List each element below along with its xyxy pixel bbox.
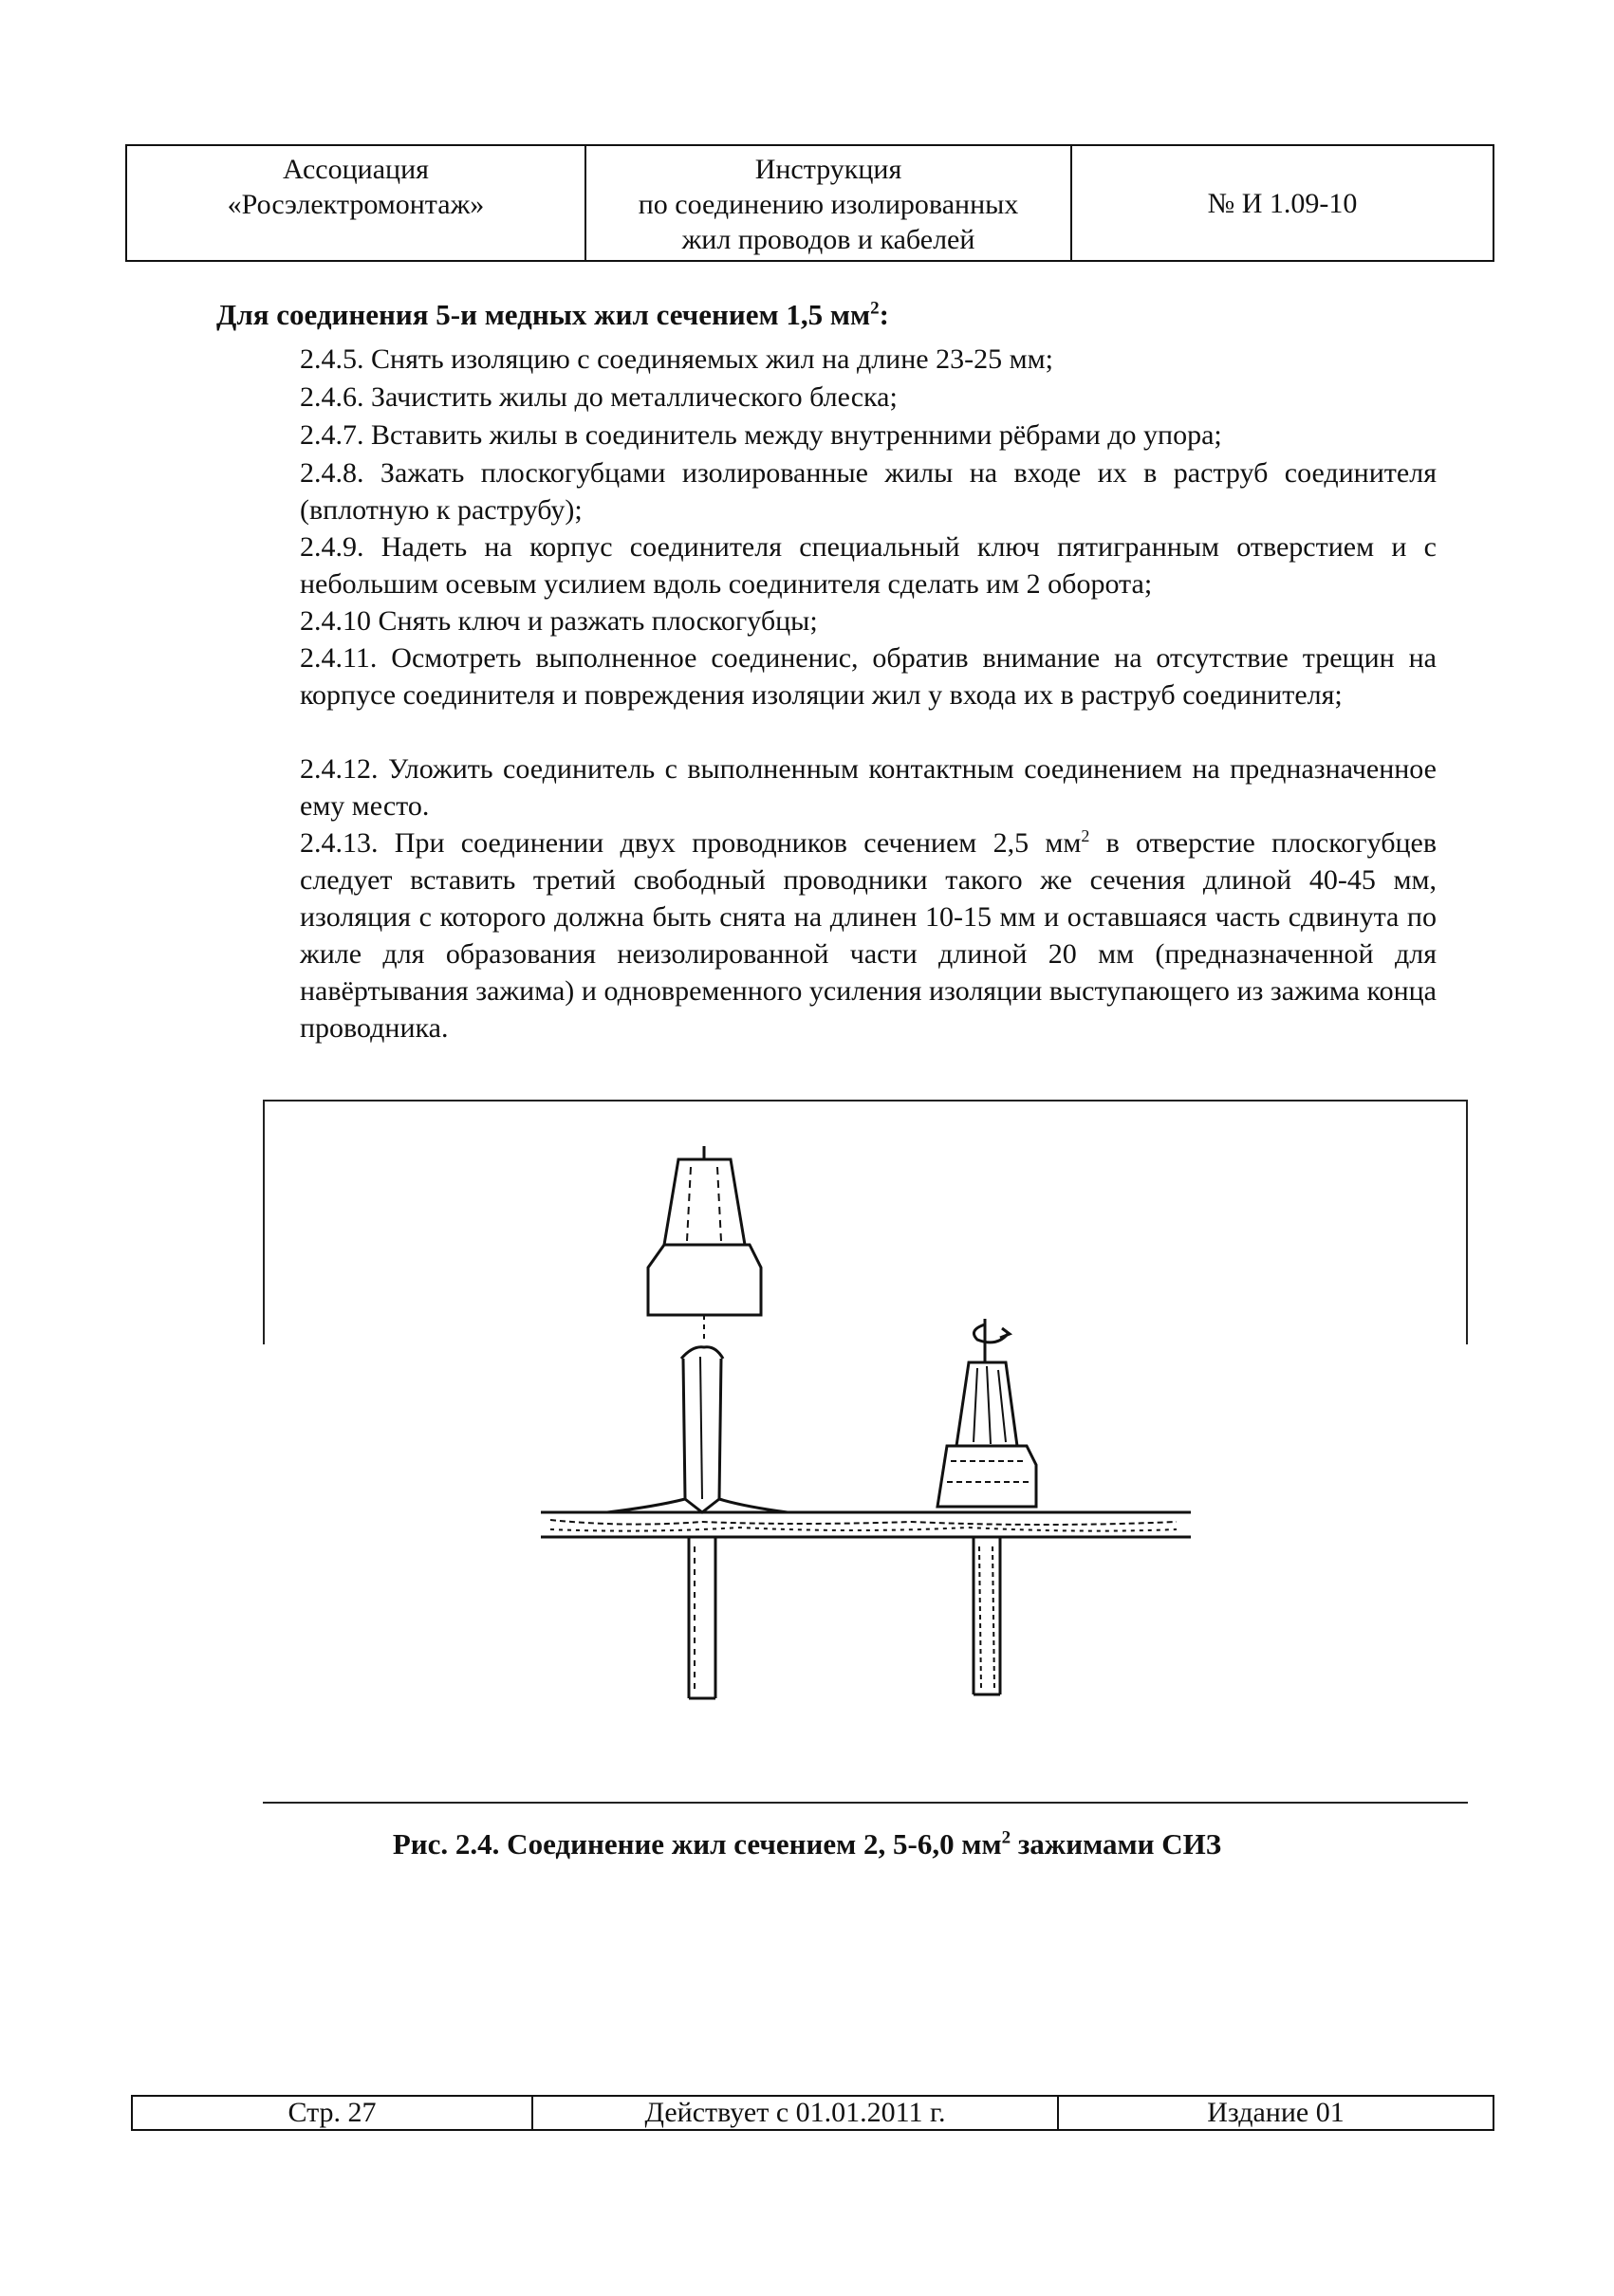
caption-text-before: Рис. 2.4. Соединение жил сечением 2, 5-6,0 мм — [392, 1827, 1002, 1861]
twist-cap-left — [648, 1146, 761, 1342]
wire-connection-illustration — [512, 1129, 1234, 1736]
step-2-4-11: 2.4.11. Осмотреть выполненное соединенис, обратив внимание на отсутствие трещин на корпусе соединителя и повреждения изоляции жил у входа их в раструб соединителя; — [300, 642, 1437, 711]
figure-frame-right — [1466, 1100, 1468, 1344]
org-line-2: «Росэлектромонтаж» — [227, 189, 485, 220]
step-2-4-12: 2.4.12. Уложить соединитель с выполненным контактным соединением на предназначенное ему место. — [300, 753, 1437, 822]
section-title-text: Для соединения 5-и медных жил сечением 1,5 мм — [216, 298, 871, 331]
footer-table — [131, 2095, 1494, 2131]
section-title-end: : — [879, 298, 889, 331]
step-2-4-6: 2.4.6. Зачистить жилы до металлического блеска; — [300, 381, 898, 413]
figure-bottom-rule — [263, 1802, 1468, 1804]
doc-title-line-1: Инструкция — [754, 154, 902, 185]
header-document-number: № И 1.09-10 — [1207, 187, 1358, 219]
caption-text-after: зажимами СИЗ — [1011, 1827, 1222, 1861]
org-line-1: Ассоциация — [283, 154, 429, 185]
footer-page-number: Стр. 27 — [288, 2097, 377, 2128]
footer-effective-date: Действует с 01.01.2011 г. — [531, 2097, 1059, 2129]
header-organization — [127, 146, 584, 260]
footer-edition: Издание 01 — [1207, 2097, 1345, 2128]
step-13-sup: 2 — [1081, 826, 1090, 845]
doc-title-line-3: жил проводов и кабелей — [681, 224, 975, 255]
doc-title-line-2: по соединению изолированных — [638, 189, 1019, 220]
twist-cap-right — [937, 1362, 1036, 1507]
step-13-before: 2.4.13. При соединении двух проводников сечением 2,5 мм — [300, 827, 1082, 859]
header-document-title — [584, 146, 1072, 260]
figure-frame-top — [263, 1100, 1468, 1102]
figure-caption — [0, 1827, 1614, 1861]
step-2-4-13 — [300, 824, 1437, 1046]
section-title — [216, 298, 889, 332]
horizontal-wire — [541, 1512, 1191, 1537]
step-13-after: в отверстие плоскогубцев следует вставить третий свободный проводники такого же сечения длиной 40-45 мм, изоляция с которого должна быть снята на длинен 10-15 мм и оставшаяся часть сдвинута по жиле для образования неизолированной части длиной 20 мм (предназначенной для навёртывания зажима) и одновременного усиления изоляции выступающего из зажима конца проводника. — [300, 827, 1437, 1044]
step-2-4-10: 2.4.10 Снять ключ и разжать плоскогубцы; — [300, 605, 818, 637]
rotation-arrow-icon — [974, 1319, 1010, 1362]
right-vertical-wire — [974, 1537, 1000, 1694]
step-2-4-7: 2.4.7. Вставить жилы в соединитель между внутренними рёбрами до упора; — [300, 419, 1222, 451]
header-table — [125, 144, 1494, 262]
step-2-4-5: 2.4.5. Снять изоляцию с соединяемых жил на длине 23-25 мм; — [300, 343, 1053, 375]
caption-sup: 2 — [1001, 1827, 1011, 1848]
section-title-sup: 2 — [870, 298, 880, 319]
figure-frame-left — [263, 1100, 265, 1344]
step-2-4-9: 2.4.9. Надеть на корпус соединителя специальный ключ пятигранным отверстием и с небольшим осевым усилием вдоль соединителя сделать им 2 оборота; — [300, 531, 1437, 600]
step-2-4-8: 2.4.8. Зажать плоскогубцами изолированные жилы на входе их в раструб соединителя (вплотную к раструбу); — [300, 457, 1437, 526]
